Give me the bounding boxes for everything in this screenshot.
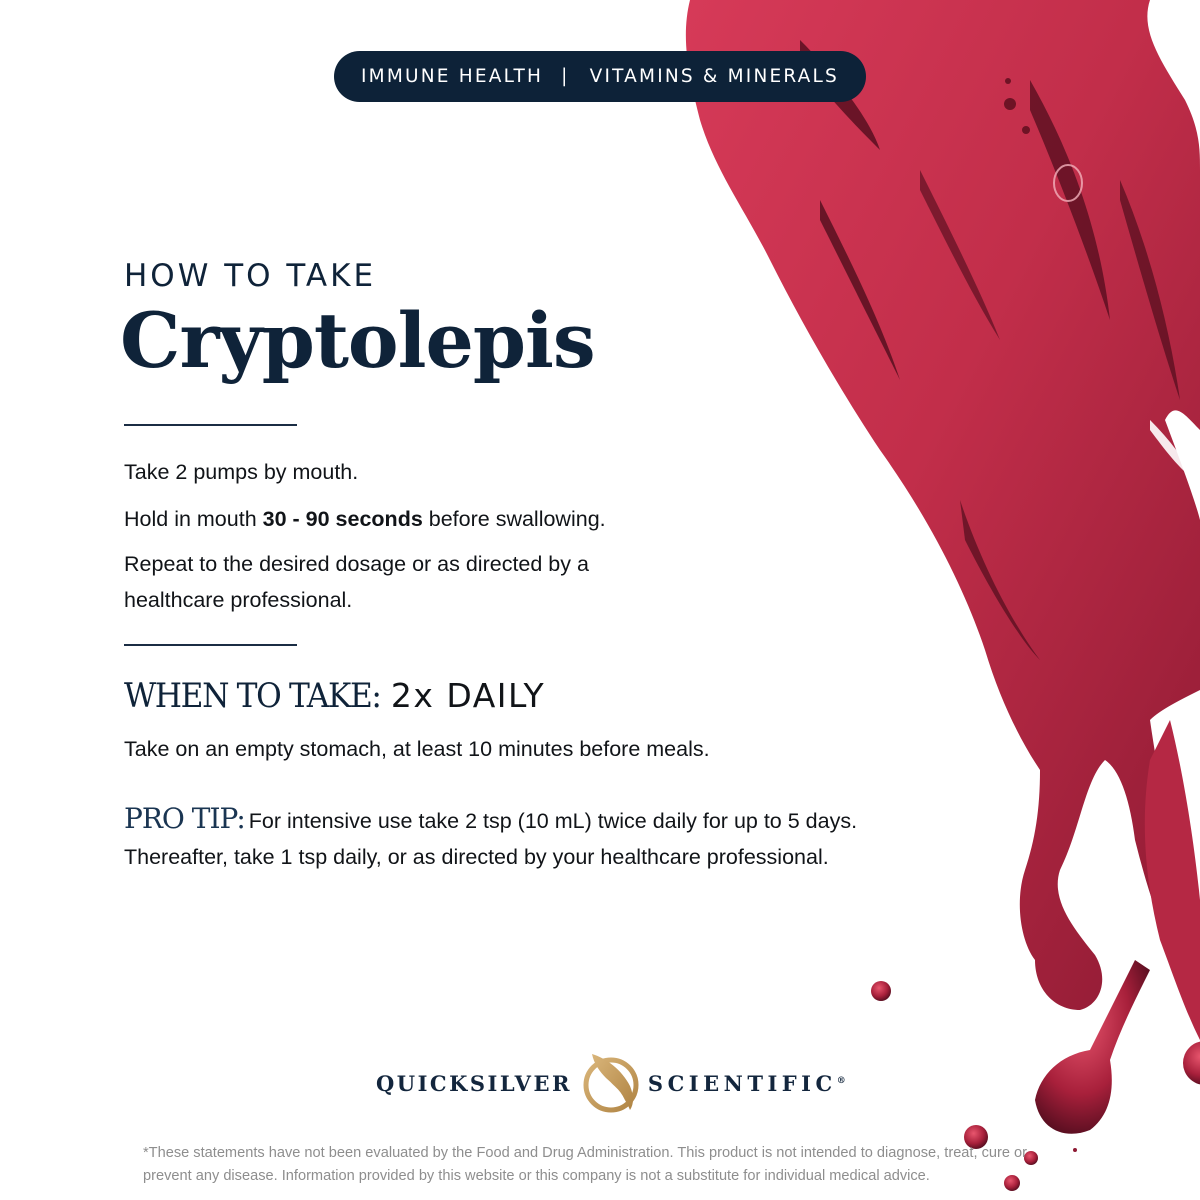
instruction-repeat: Repeat to the desired dosage or as directed by a healthcare professional. <box>124 552 589 612</box>
hold-duration: 30 - 90 seconds <box>262 507 423 531</box>
brand-word-right: SCIENTIFIC® <box>647 1070 846 1096</box>
category-separator: | <box>561 66 570 87</box>
pro-tip-label: PRO TIP: <box>124 802 245 835</box>
divider-middle <box>124 644 297 646</box>
when-to-take-heading <box>124 676 545 716</box>
eyebrow-heading: HOW TO TAKE <box>124 258 377 294</box>
when-to-take-frequency: 2x DAILY <box>390 676 546 715</box>
category-vitamins-minerals: VITAMINS & MINERALS <box>589 66 839 87</box>
fda-disclaimer: *These statements have not been evaluated by the Food and Drug Administration. This product is not intended to diagnose, treat, cure or prevent any disease. Information provided by this website or this company is not a substitute for individual medical advice. <box>143 1145 1028 1184</box>
when-to-take-label: WHEN TO TAKE: <box>124 676 381 716</box>
instruction-dose: Take 2 pumps by mouth. <box>124 460 359 484</box>
feather-q-logo-icon <box>578 1048 644 1118</box>
category-pill <box>334 51 866 102</box>
product-title: Cryptolepis <box>120 296 595 385</box>
divider-top <box>124 424 297 426</box>
category-immune-health: IMMUNE HEALTH <box>361 66 544 87</box>
when-to-take-detail: Take on an empty stomach, at least 10 minutes before meals. <box>124 737 710 761</box>
brand-word-left: QUICKSILVER <box>376 1070 572 1096</box>
pro-tip <box>124 801 864 875</box>
instruction-hold: Hold in mouth 30 - 90 seconds before swallowing. <box>124 507 606 531</box>
registered-mark: ® <box>836 1075 846 1086</box>
pro-tip-text: For intensive use take 2 tsp (10 mL) twice daily for up to 5 days. Thereafter, take 1 tsp daily, or as directed by your healthcare professional. <box>124 809 858 869</box>
brand-logo <box>376 1048 846 1118</box>
